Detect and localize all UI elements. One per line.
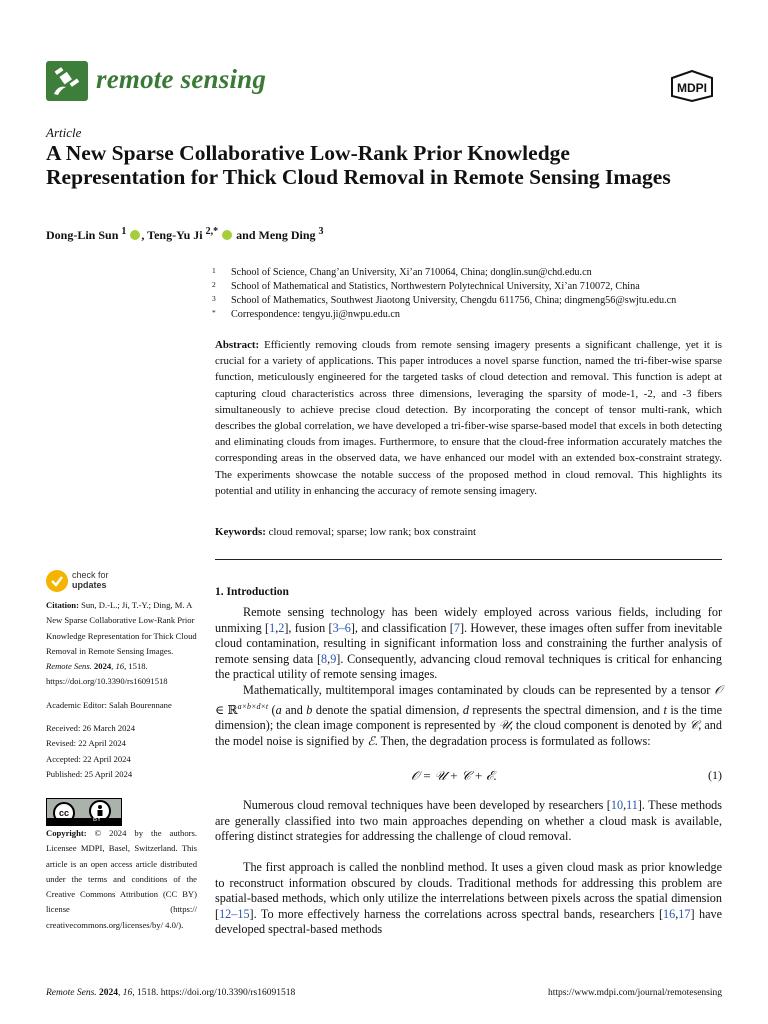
citation-link[interactable]: 10 <box>610 798 624 812</box>
text-run: ]. However, these images often suffer from inevitable cloud contamination, resulting in significant information loss and constraining the further analysis of remote sensing data [ <box>215 620 723 666</box>
affiliation-item <box>212 308 722 322</box>
keywords-text: cloud removal; sparse; low rank; box constraint <box>268 526 477 538</box>
math-variable: t <box>663 702 667 717</box>
check-updates-line-1: check for <box>72 570 109 580</box>
citation-link[interactable]: 11 <box>626 798 638 812</box>
text-run: denote the spatial dimension, <box>312 702 463 717</box>
affiliation-number: 2 <box>212 280 216 289</box>
citation-link[interactable]: 3–6 <box>332 620 351 635</box>
revised-date: Revised: 22 April 2024 <box>46 738 126 749</box>
abstract-label: Abstract: <box>215 339 260 351</box>
text-run: ]. To more effectively harness the correlations across spectral bands, researchers [ <box>249 906 664 921</box>
cc-by-strip <box>47 818 121 825</box>
cc-icon: cc <box>53 802 75 824</box>
affiliation-item <box>212 280 722 294</box>
affiliation-number: * <box>212 308 216 317</box>
citation-journal: Remote Sens. <box>46 661 92 672</box>
mdpi-logo <box>666 70 718 102</box>
math-variable: b <box>306 702 313 717</box>
keywords <box>215 526 722 538</box>
text-run: , the cloud component is denoted by <box>509 718 690 733</box>
citation-year: 2024 <box>93 661 112 672</box>
affiliation-number: 3 <box>212 294 216 303</box>
abstract <box>215 337 722 499</box>
text-run: Mathematically, multitemporal images contaminated by clouds can be represented by a tensor <box>243 683 715 697</box>
copyright-label: Copyright: <box>46 828 87 838</box>
citation-link[interactable]: 2 <box>278 620 285 635</box>
citation-pages: , 1518. <box>124 661 148 672</box>
math-symbol: 𝒪 <box>714 683 722 697</box>
math-superscript: a×b×d×t <box>237 701 269 711</box>
citation-volume: 16 <box>115 661 125 672</box>
affiliation-number: 1 <box>212 266 216 275</box>
math-symbol: 𝒰 <box>498 718 510 733</box>
author-name[interactable]: Teng-Yu Ji <box>147 228 203 242</box>
abstract-text: Efficiently removing clouds from remote sensing imagery presents a significant challenge, yet it is crucial for a variety of applications. This paper introduces a novel sparse function, named the tri-fiber-wise sparse function, meticulously engineered for the targeted tasks of cloud detection and removal. This function is adept at capturing cloud characteristics across three dimensions, leveraging the sparsity of mode-1, -2, and -3 fibers simultaneously to achieve precise cloud detection. By incorporating the concept of tensor multi-rank, which describes the global correlation, we have developed a tri-fiber-wise sparse-based model that excels in both detecting and eliminating clouds from images. Furthermore, to ensure that the cloud-free information accurately matches the corresponding areas in the observed data, we have enhanced our model with an extended box-constraint strategy. The experiments showcase the notable success of the proposed method in cloud removal. This highlights its potential and utility in enhancing the accuracy of remote sensing imagery. <box>215 339 722 497</box>
author-list: Dong-Lin Sun $^1$ , Teng-Yu Ji $^{2,*}$ and Meng Ding $^3$ <box>46 226 324 242</box>
math-symbol: ∈ ℝ <box>215 702 238 717</box>
citation-link[interactable]: 7 <box>453 620 460 635</box>
citation-link[interactable]: 12–15 <box>219 906 250 921</box>
citation-link[interactable]: 1 <box>269 620 276 635</box>
received-date: Received: 26 March 2024 <box>46 723 136 734</box>
text-run: The first approach is called the nonblind method. It uses a given cloud mask as prior knowledge to reconstruct information obscured by clouds. Traditional methods for addressing this problem are spatial-based methods, which only utilize the interrelations between pixels across the spatial dimension [ <box>215 860 722 921</box>
footer-journal: Remote Sens. <box>46 988 97 998</box>
text-run: represents the spectral dimension, and <box>468 702 664 717</box>
math-variable: d <box>462 702 469 717</box>
copyright-notice <box>46 826 197 933</box>
journal-name: remote sensing <box>96 64 267 94</box>
text-run: , and the model noise is signified by <box>215 718 722 748</box>
text-run: Remote sensing technology has been widely employed across various fields, including for unmixing [ <box>215 605 722 635</box>
academic-editor: Academic Editor: Salah Bourennane <box>46 699 172 710</box>
citation-link[interactable]: 16 <box>663 906 676 921</box>
article-info-sidebar <box>46 598 200 782</box>
affiliation-text: Correspondence: tengyu.ji@nwpu.edu.cn <box>231 309 400 320</box>
text-run: ( <box>268 702 276 717</box>
math-variable: a <box>275 702 282 717</box>
section-divider <box>215 559 722 560</box>
citation-link[interactable]: 8 <box>321 651 328 666</box>
footer-journal-url[interactable]: https://www.mdpi.com/journal/remotesensing <box>547 988 722 998</box>
affiliation-list <box>212 266 722 322</box>
affiliation-text: School of Mathematics, Southwest Jiaotong University, Chengdu 611756, China; dingmeng56@swjtu.edu.cn <box>231 295 677 306</box>
citation-block: Citation: Sun, D.-L.; Ji, T.-Y.; Ding, M. A New Sparse Collaborative Low-Rank Prior Knowledge Representation for Thick Cloud Removal in Remote Sensing Images. Remote Sens. 2024, 16, 1518. https://doi.org/10.3390/rs16091518 <box>46 600 197 687</box>
math-symbol: ℰ <box>367 733 375 748</box>
intro-paragraph-1 <box>215 605 722 683</box>
intro-paragraph-4 <box>215 860 722 938</box>
section-heading-introduction: 1. Introduction <box>215 586 289 598</box>
author-conjunction: and <box>236 228 256 242</box>
affiliation-item <box>212 266 722 280</box>
text-run: ]. These methods are generally classified into two main approaches depending on whether a cloud mask is available, offering distinct strategies for addressing the challenge of cloud removal. <box>215 798 722 843</box>
intro-paragraph-2 <box>215 683 722 749</box>
author-affil-sup: 2,* <box>205 226 219 237</box>
affiliation-text: School of Science, Chang’an University, Xi’an 710064, China; donglin.sun@chd.edu.cn <box>231 267 592 278</box>
text-run: . Then, the degradation process is formulated as follows: <box>374 733 651 748</box>
text-run: , <box>327 651 331 666</box>
citation-text: Sun, D.-L.; Ji, T.-Y.; Ding, M. A New Sparse Collaborative Low-Rank Prior Knowledge Representation for Thick Cloud Removal in Remote Sensing Images. <box>46 600 197 656</box>
orcid-icon[interactable] <box>130 230 140 240</box>
footer-year: 2024 <box>99 988 119 998</box>
cc-by-text: BY <box>93 817 102 823</box>
citation-label: Citation: <box>46 600 79 610</box>
check-updates-icon <box>46 570 68 592</box>
citation-doi-link[interactable]: https://doi.org/10.3390/rs16091518 <box>46 676 168 687</box>
author-affil-sup: 3 <box>318 226 324 237</box>
footer-volume: 16 <box>122 988 133 998</box>
text-run: and <box>281 702 307 717</box>
text-run: ], and classification [ <box>350 620 454 635</box>
published-date: Published: 25 April 2024 <box>46 768 133 779</box>
text-run: ], fusion [ <box>284 620 333 635</box>
text-run: ]. Consequently, advancing cloud removal techniques is critical for enhancing the practical utility of remote sensing images. <box>215 651 722 681</box>
copyright-text: © 2024 by the authors. Licensee MDPI, Basel, Switzerland. This article is an open access article distributed under the terms and conditions of the Creative Commons Attribution (CC BY) license (https:// creativecommons.org/licenses/by/ 4.0/). <box>46 828 197 930</box>
citation-link[interactable]: 9 <box>330 651 337 666</box>
orcid-icon[interactable] <box>222 230 232 240</box>
affiliation-item <box>212 294 722 308</box>
affiliation-text: School of Mathematical and Statistics, Northwestern Polytechnical University, Xi’an 710072, China <box>231 281 640 292</box>
author-name[interactable]: Meng Ding <box>258 228 316 242</box>
text-run: is the time dimension); the clean image component is represented by <box>215 702 722 733</box>
check-updates-line-2: updates <box>72 580 107 590</box>
cc-by-license-badge[interactable] <box>46 798 122 826</box>
mdpi-logo-text: MDPI <box>677 81 707 95</box>
author-affil-sup: 1 <box>121 226 127 237</box>
text-run: Numerous cloud removal techniques have been developed by researchers [ <box>243 798 611 812</box>
intro-paragraph-3 <box>215 798 722 845</box>
check-for-updates-badge[interactable] <box>46 570 166 594</box>
accepted-date: Accepted: 22 April 2024 <box>46 753 131 764</box>
footer-doi[interactable]: , 1518. https://doi.org/10.3390/rs16091518 <box>132 988 296 998</box>
journal-logo-icon <box>46 61 88 101</box>
author-name[interactable]: Dong-Lin Sun <box>46 228 119 242</box>
article-type: Article <box>46 125 82 140</box>
check-updates-text <box>72 570 109 590</box>
citation-link[interactable]: 17 <box>678 906 691 921</box>
text-run: , <box>275 620 279 635</box>
equation-body: 𝒪 = 𝒰 + 𝒞 + ℰ. <box>411 768 497 783</box>
article-title: A New Sparse Collaborative Low-Rank Prior Knowledge Representation for Thick Cloud Removal in Remote Sensing Images <box>46 141 671 189</box>
text-run: , <box>623 798 627 812</box>
text-run: , <box>675 906 679 921</box>
equation-number: (1) <box>708 768 722 782</box>
text-run: ] have developed spectral-based methods <box>215 906 722 936</box>
math-symbol: 𝒞 <box>689 718 699 733</box>
keywords-label: Keywords: <box>215 526 266 538</box>
footer-citation: Remote Sens. 2024, 16, 1518. https://doi.org/10.3390/rs16091518 <box>46 988 296 998</box>
